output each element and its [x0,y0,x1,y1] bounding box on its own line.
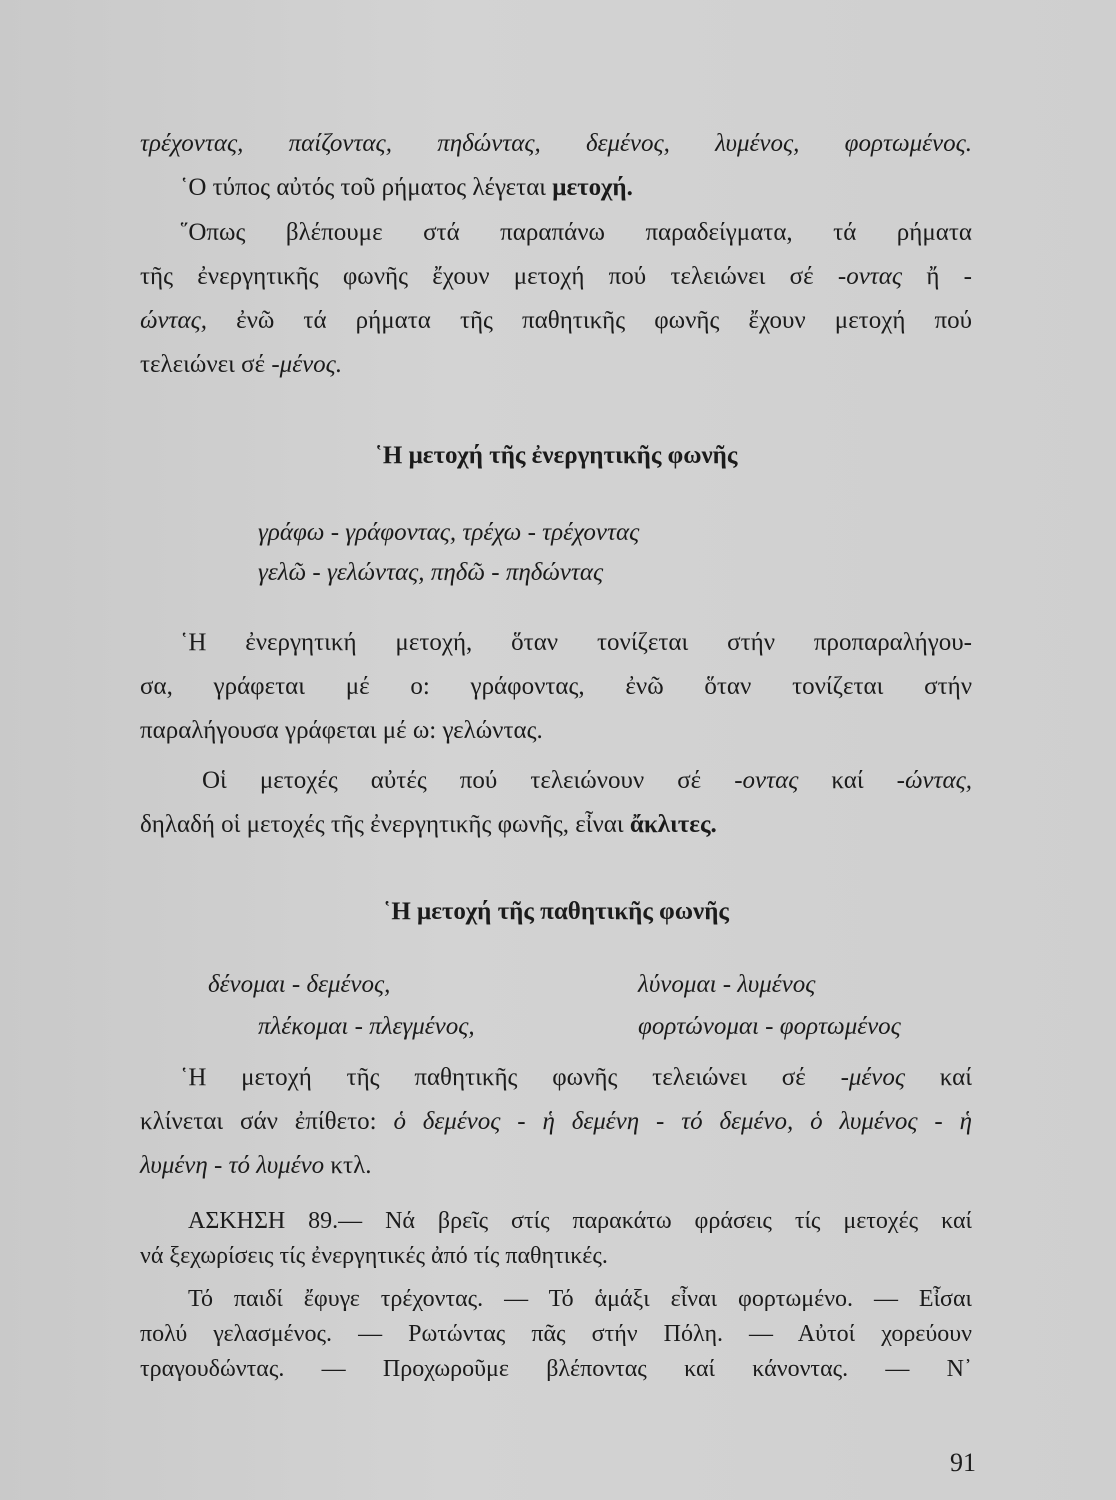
text-line [202,765,972,797]
text-line: παραλήγουσα γράφεται μέ ω: γελώντας. [140,717,543,744]
example-line: γελῶ - γελώντας, πηδῶ - πηδώντας [258,559,604,586]
italic-ending: -οντας [837,263,903,290]
exercise-line: νά ξεχωρίσεις τίς ἐνεργητικές ἀπό τίς παθητικές. [140,1243,608,1269]
section-heading-passive: ῾Η μετοχή τῆς παθητικῆς φωνῆς [383,898,729,925]
text-line [140,1106,972,1138]
text-span: ἐνῶ τά ρήματα τῆς παθητικῆς φωνῆς ἔχουν μετοχή πού [207,307,972,334]
text-span: τῆς ἐνεργητικῆς φωνῆς ἔχουν μετοχή πού τελειώνει σέ [140,263,838,290]
italic-ending: -οντας [734,767,799,794]
example-line: γράφω - γράφοντας, τρέχω - τρέχοντας [258,519,640,546]
text-span: κτλ. [324,1152,372,1179]
example-cell: λύνομαι - λυμένος [638,971,816,998]
example-cell: φορτώνομαι - φορτωμένος [638,1013,901,1040]
italic-ending: -μένος. [271,351,343,378]
text-span: δηλαδή οἱ μετοχές τῆς ἐνεργητικῆς φωνῆς, εἶναι [140,811,630,838]
text-line [140,261,972,293]
italic-example: ὁ δεμένος - ἡ δεμένη - τό δεμένο, ὁ λυμένος - ἡ [393,1108,972,1135]
text-line: ῞Οπως βλέπουμε στά παραπάνω παραδείγματα, τά ρήματα [180,219,972,246]
bold-term: μετοχή. [552,174,633,201]
exercise-sentence-line: τραγουδώντας. — Προχωροῦμε βλέποντας καί κάνοντας. — Ν᾿ [140,1356,972,1382]
exercise-title-line: ΑΣΚΗΣΗ 89.— Νά βρεῖς στίς παρακάτω φράσεις τίς μετοχές καί [188,1208,972,1234]
section-heading-active: ῾Η μετοχή τῆς ἐνεργητικῆς φωνῆς [374,442,738,469]
italic-ending: -ώντας, [896,767,972,794]
text-line: σα, γράφεται μέ ο: γράφοντας, ἐνῶ ὅταν τονίζεται στήν [140,673,972,700]
text-span: καί [798,767,897,794]
text-line [180,1062,972,1094]
italic-ending: ώντας, [140,307,208,334]
exercise-sentence-line: πολύ γελασμένος. — Ρωτώντας πᾶς στήν Πόλη. — Αὐτοί χορεύουν [140,1321,972,1347]
text-span: κλίνεται σάν ἐπίθετο: [140,1108,394,1135]
text-line [140,1150,972,1182]
text-line [140,305,972,337]
text-line: ῾Η ἐνεργητική μετοχή, ὅταν τονίζεται στήν προπαραλήγου- [180,629,972,656]
text-span: Οἱ μετοχές αὐτές πού τελειώνουν σέ [202,767,735,794]
text-line [140,809,972,841]
text-span: ῾Ο τύπος αὐτός τοῦ ρήματος λέγεται [180,174,553,201]
exercise-sentence-line: Τό παιδί ἔφυγε τρέχοντας. — Τό ἁμάξι εἶναι φορτωμένο. — Εἶσαι [188,1286,972,1312]
text-line: τρέχοντας, παίζοντας, πηδώντας, δεμένος, λυμένος, φορτωμένος. [140,130,972,157]
example-cell: πλέκομαι - πλεγμένος, [258,1013,475,1040]
bold-term: ἄκλιτες. [629,811,717,838]
italic-example: λυμένη - τό λυμένο [140,1152,325,1179]
text-span: καί [905,1064,973,1091]
italic-ending: -μένος [840,1064,906,1091]
text-span: ἤ - [902,263,972,290]
text-line [180,172,972,204]
text-span: ῾Η μετοχή τῆς παθητικῆς φωνῆς τελειώνει σέ [180,1064,841,1091]
page-number: 91 [950,1448,976,1477]
text-line [140,349,972,381]
example-cell: δένομαι - δεμένος, [208,971,391,998]
text-span: τελειώνει σέ [140,351,272,378]
